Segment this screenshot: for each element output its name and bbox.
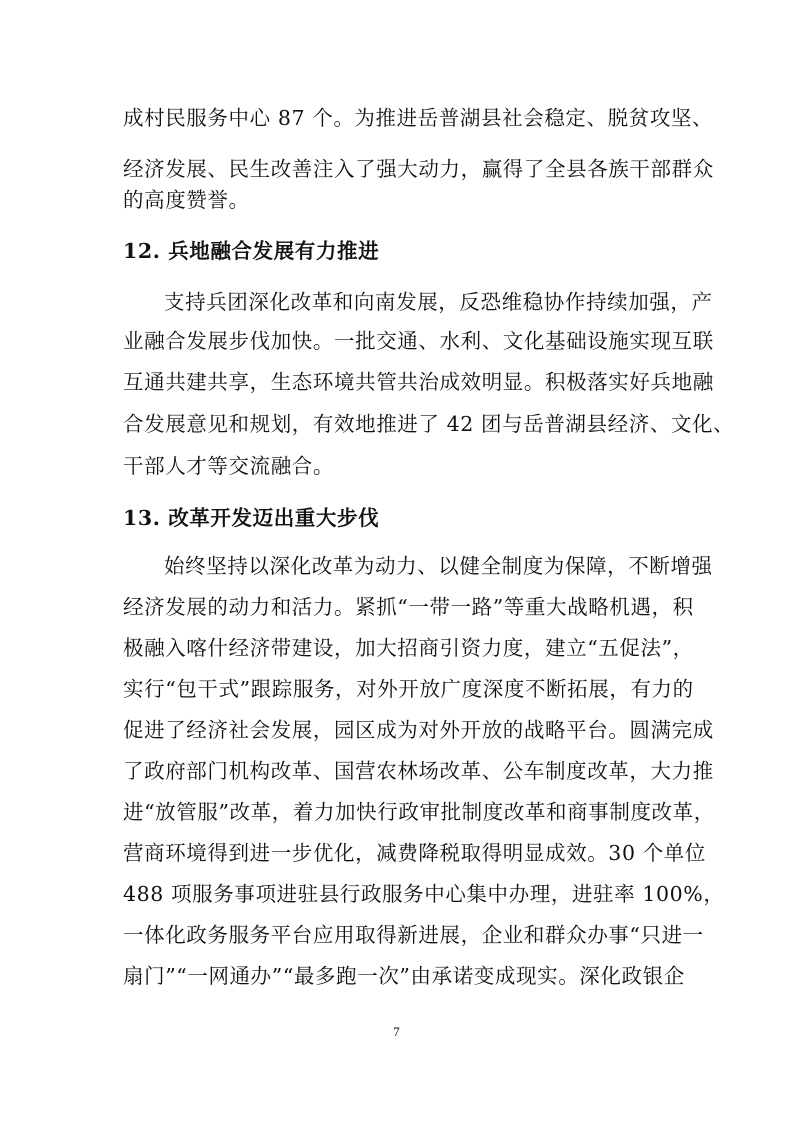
paragraph-3-line-11: 扇门”“一网通办”“最多跑一次”由承诺变成现实。深化政银企 bbox=[123, 964, 685, 988]
paragraph-1-line-3: 的高度赞誉。 bbox=[123, 188, 250, 212]
paragraph-2-line-5: 干部人才等交流融合。 bbox=[123, 454, 334, 478]
paragraph-1-line-2: 经济发展、民生改善注入了强大动力，赢得了全县各族干部群众 bbox=[123, 157, 714, 181]
section-heading-12: 12. 兵地融合发展有力推进 bbox=[123, 239, 380, 263]
paragraph-3-line-1: 始终坚持以深化改革为动力、以健全制度为保障，不断增强 bbox=[164, 554, 713, 578]
paragraph-3-line-8: 营商环境得到进一步优化，减费降税取得明显成效。30 个单位 bbox=[123, 841, 706, 865]
paragraph-2-line-1: 支持兵团深化改革和向南发展，反恐维稳协作持续加强，产 bbox=[164, 290, 713, 314]
paragraph-2-line-2: 业融合发展步伐加快。一批交通、水利、文化基础设施实现互联 bbox=[123, 329, 714, 353]
page-number: 7 bbox=[393, 1024, 400, 1039]
paragraph-3-line-9: 488 项服务事项进驻县行政服务中心集中办理，进驻率 100%， bbox=[123, 882, 725, 906]
paragraph-2-line-4: 合发展意见和规划，有效地推进了 42 团与岳普湖县经济、文化、 bbox=[123, 412, 735, 436]
paragraph-3-line-4: 实行“包干式”跟踪服务，对外开放广度深度不断拓展，有力的 bbox=[123, 677, 694, 701]
paragraph-3-line-10: 一体化政务服务平台应用取得新进展，企业和群众办事“只进一 bbox=[123, 923, 704, 947]
paragraph-2-line-3: 互通共建共享，生态环境共管共治成效明显。积极落实好兵地融 bbox=[123, 370, 714, 394]
paragraph-1-line-1: 成村民服务中心 87 个。为推进岳普湖县社会稳定、脱贫攻坚、 bbox=[123, 106, 714, 130]
paragraph-3-line-7: 进“放管服”改革，着力加快行政审批制度改革和商事制度改革， bbox=[123, 800, 715, 824]
paragraph-3-line-3: 极融入喀什经济带建设，加大招商引资力度，建立“五促法”， bbox=[123, 636, 694, 660]
paragraph-3-line-5: 促进了经济社会发展，园区成为对外开放的战略平台。圆满完成 bbox=[123, 718, 714, 742]
paragraph-3-line-2: 经济发展的动力和活力。紧抓“一带一路”等重大战略机遇，积 bbox=[123, 595, 694, 619]
section-heading-13: 13. 改革开发迈出重大步伐 bbox=[123, 506, 380, 530]
paragraph-3-line-6: 了政府部门机构改革、国营农林场改革、公车制度改革，大力推 bbox=[123, 759, 714, 783]
